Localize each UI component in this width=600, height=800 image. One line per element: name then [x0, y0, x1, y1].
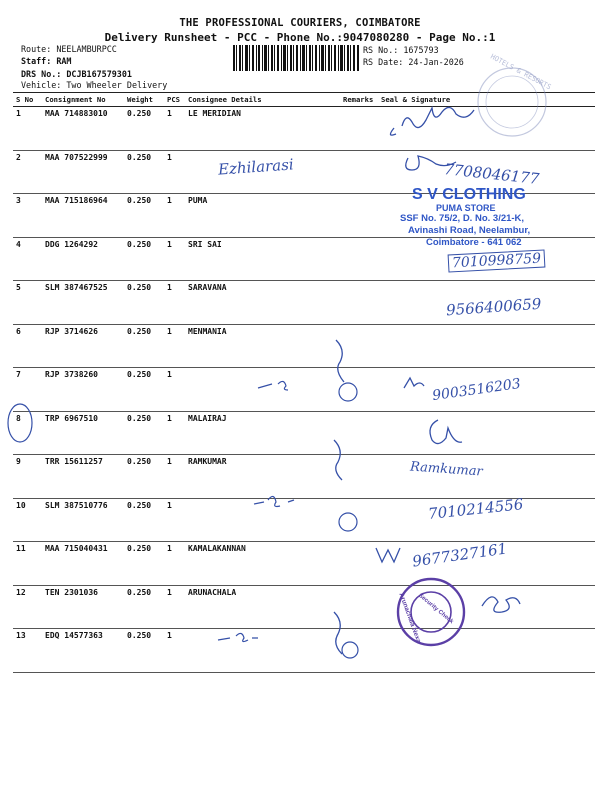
row-pcs: 1	[164, 281, 185, 325]
row-weight: 0.250	[124, 368, 164, 412]
row-pcs: 1	[164, 629, 185, 673]
handwritten-phone-row7: 9003516203	[431, 375, 522, 405]
rs-date-label: RS Date:	[363, 57, 404, 67]
col-header-consignee: Consignee Details	[185, 93, 340, 107]
row-weight: 0.250	[124, 281, 164, 325]
remark-mark-row6	[336, 340, 344, 382]
row-consignee: MALAIRAJ	[185, 411, 340, 455]
col-header-sno: S No	[13, 93, 42, 107]
rs-no-label: RS No.:	[363, 45, 399, 55]
sv-stamp-line3: Avinashi Road, Neelambur,	[408, 225, 531, 236]
staff-label: Staff:	[21, 56, 52, 66]
row-consignment-no: SLM 387510776	[42, 498, 124, 542]
col-header-seal: Seal & Signature	[378, 93, 595, 107]
row-sno: 4	[13, 237, 42, 281]
row-sno: 13	[13, 629, 42, 673]
row-weight: 0.250	[124, 629, 164, 673]
row-weight: 0.250	[124, 585, 164, 629]
row-consignment-no: MAA 715040431	[42, 542, 124, 586]
row-weight: 0.250	[124, 194, 164, 238]
row-pcs: 1	[164, 585, 185, 629]
row-pcs: 1	[164, 150, 185, 194]
row-weight: 0.250	[124, 150, 164, 194]
row-consignment-no: TRR 15611257	[42, 455, 124, 499]
row-pcs: 1	[164, 237, 185, 281]
row-pcs: 1	[164, 542, 185, 586]
arunachala-stamp-center-text: Security Check	[417, 592, 455, 626]
signature-row7	[404, 378, 424, 388]
row-pcs: 1	[164, 411, 185, 455]
row-weight: 0.250	[124, 498, 164, 542]
row-pcs: 1	[164, 498, 185, 542]
row-consignment-no: MAA 707522999	[42, 150, 124, 194]
row-sno: 6	[13, 324, 42, 368]
row-weight: 0.250	[124, 324, 164, 368]
row-sno: 8	[13, 411, 42, 455]
row-consignment-no: TRP 6967510	[42, 411, 124, 455]
handwritten-name-row2: Ezhilarasi	[217, 155, 295, 179]
sno-circle-row8	[8, 404, 32, 442]
sv-stamp-line4: Coimbatore - 641 062	[426, 237, 522, 248]
row-pcs: 1	[164, 455, 185, 499]
rs-date-value: 24-Jan-2026	[408, 57, 464, 67]
sv-clothing-stamp-title: S V CLOTHING	[412, 186, 526, 203]
row-consignee: RAMKUMAR	[185, 455, 340, 499]
dash-mark-row7	[258, 381, 288, 390]
route-value: NEELAMBURPCC	[56, 44, 117, 54]
row-consignment-no: MAA 715186964	[42, 194, 124, 238]
signature-row12	[482, 597, 520, 612]
row-sno: 11	[13, 542, 42, 586]
row-consignment-no: RJP 3738260	[42, 368, 124, 412]
row-consignee: MENMANIA	[185, 324, 340, 368]
remark-circle-row7	[339, 383, 357, 401]
company-title: THE PROFESSIONAL COURIERS, COIMBATORE	[179, 17, 421, 29]
row-weight: 0.250	[124, 237, 164, 281]
col-header-weight: Weight	[124, 93, 164, 107]
runsheet-subtitle: Delivery Runsheet - PCC - Phone No.:9047080280 - Page No.:1	[104, 31, 496, 44]
row-consignment-no: MAA 714883010	[42, 107, 124, 151]
row-pcs: 1	[164, 194, 185, 238]
route-label: Route:	[21, 44, 52, 54]
row-weight: 0.250	[124, 107, 164, 151]
row-sno: 1	[13, 107, 42, 151]
row-consignee: ARUNACHALA	[185, 585, 340, 629]
row-sno: 12	[13, 585, 42, 629]
row-consignee: PUMA	[185, 194, 340, 238]
signature-row1	[390, 107, 474, 135]
dash-mark-row13	[218, 633, 258, 641]
signature-row8	[430, 420, 462, 444]
row-consignment-no: RJP 3714626	[42, 324, 124, 368]
row-pcs: 1	[164, 368, 185, 412]
row-consignment-no: EDQ 14577363	[42, 629, 124, 673]
col-header-remarks: Remarks	[340, 93, 378, 107]
col-header-consignment: Consignment No	[42, 93, 124, 107]
row-sno: 2	[13, 150, 42, 194]
row-consignment-no: DDG 1264292	[42, 237, 124, 281]
row-sno: 3	[13, 194, 42, 238]
row-consignee: SRI SAI	[185, 237, 340, 281]
col-header-pcs: PCS	[164, 93, 185, 107]
row-pcs: 1	[164, 107, 185, 151]
remark-circle-row10	[339, 513, 357, 531]
remark-circle-row13	[342, 642, 358, 658]
vehicle-value: Two Wheeler Delivery	[66, 80, 168, 90]
remark-mark-row9	[334, 440, 342, 480]
row-sno: 5	[13, 281, 42, 325]
row-sno: 10	[13, 498, 42, 542]
sv-stamp-line2: SSF No. 75/2, D. No. 3/21-K,	[400, 213, 525, 224]
handwritten-phone-row11: 9677327161	[411, 539, 509, 571]
drs-label: DRS No.:	[21, 69, 62, 79]
dash-mark-row10	[254, 496, 294, 506]
sv-stamp-line1: PUMA STORE	[436, 203, 496, 213]
row-consignee: KAMALAKANNAN	[185, 542, 340, 586]
staff-value: RAM	[56, 56, 72, 66]
drs-value: DCJB167579301	[66, 69, 132, 79]
row-consignee: LE MERIDIAN	[185, 107, 340, 151]
handwritten-phone-row5: 9566400659	[445, 294, 542, 320]
handwritten-phone-row10: 7010214556	[427, 495, 525, 523]
arunachala-stamp-ring-text: Arunachala Nexa	[397, 592, 423, 644]
row-consignment-no: TEN 2301036	[42, 585, 124, 629]
handwritten-name-row9: Ramkumar	[409, 459, 484, 480]
handwritten-phone-row4: 7010998759	[448, 249, 546, 272]
handwritten-phone-row2: 7708046177	[443, 160, 541, 188]
row-weight: 0.250	[124, 411, 164, 455]
remark-mark-row13	[334, 612, 342, 654]
row-consignment-no: SLM 387467525	[42, 281, 124, 325]
row-weight: 0.250	[124, 542, 164, 586]
vehicle-label: Vehicle:	[21, 80, 62, 90]
meridian-stamp-text: HOTELS & RESORTS	[489, 52, 553, 92]
row-consignee: SARAVANA	[185, 281, 340, 325]
signature-row11	[376, 548, 400, 562]
row-sno: 9	[13, 455, 42, 499]
row-sno: 7	[13, 368, 42, 412]
row-weight: 0.250	[124, 455, 164, 499]
rs-no-value: 1675793	[403, 45, 439, 55]
row-pcs: 1	[164, 324, 185, 368]
